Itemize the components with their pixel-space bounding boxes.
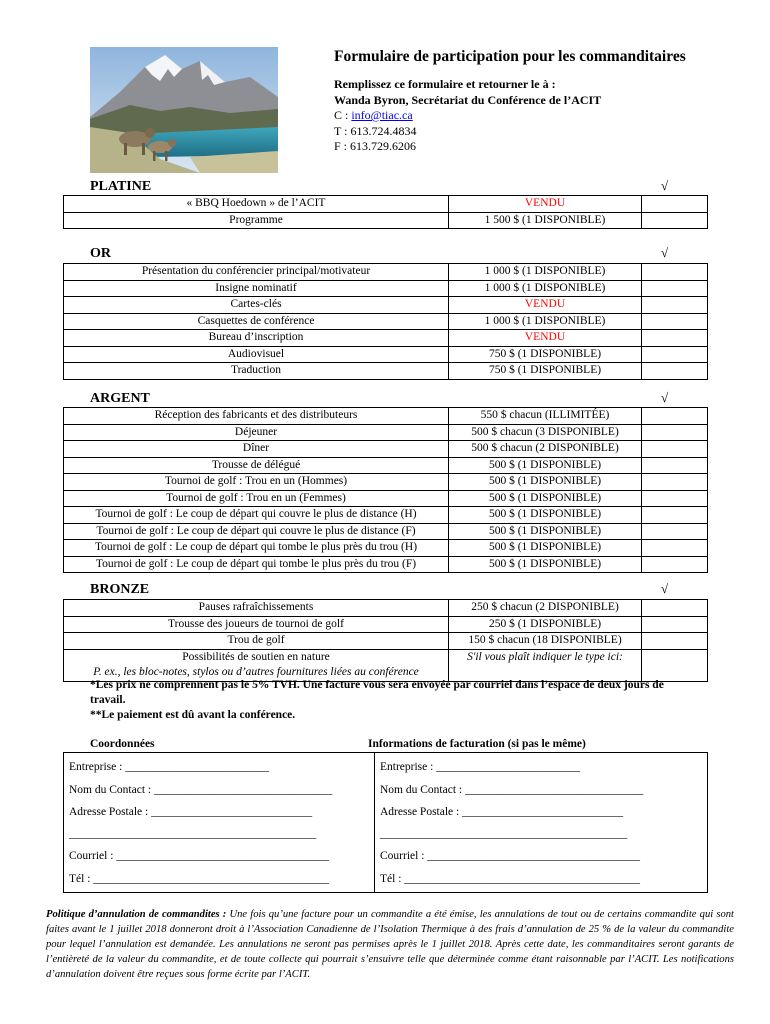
selection-cell[interactable] [642,490,708,507]
item-cell: Tournoi de golf : Trou en un (Femmes) [64,490,449,507]
item-cell: Trou de golf [64,633,449,650]
check-mark-or: √ [661,245,669,260]
coordinates-heading: Coordonnées [90,738,155,750]
table-row [64,441,708,458]
selection-cell[interactable] [642,424,708,441]
item-cell: Pauses rafraîchissements [64,600,449,617]
fax: F : 613.729.6206 [334,139,417,153]
item-cell: Traduction [64,363,449,380]
contact-box [63,752,708,893]
policy-text: Une fois qu’une facture pour un commandite a été émise, les annulations de tout ou de certains commandite qui sont faites avant le 1 juillet 2018 donneront droit à l’Association Canadienne de l’Isolation Thermique à des frais d’annulation de 25 % de la valeur du commandite pour lequel l’annulation est demandée. Les annulations ne seront pas permises après le 1 juillet 2018. Après cette date, les commanditaires seront garants de l’entièreté de la valeur du commandite, et de toute collecte qui pourrait s’ensuivre telle que déterminée comme étant raisonnable par l’ACIT. Les notifications d’annulation doivent être reçues sous forme écrite par l’ACIT. [46,909,734,980]
selection-cell[interactable] [642,408,708,425]
price-cell: 1 000 $ (1 DISPONIBLE) [449,264,642,281]
price-cell: 750 $ (1 DISPONIBLE) [449,346,642,363]
item-cell: Déjeuner [64,424,449,441]
item-cell: Tournoi de golf : Le coup de départ qui couvre le plus de distance (H) [64,507,449,524]
price-cell: 1 000 $ (1 DISPONIBLE) [449,313,642,330]
check-mark-platine: √ [661,178,669,193]
item-cell: Tournoi de golf : Trou en un (Hommes) [64,474,449,491]
item-cell: Casquettes de conférence [64,313,449,330]
table-row [64,523,708,540]
price-cell: 1 000 $ (1 DISPONIBLE) [449,280,642,297]
item-cell: Dîner [64,441,449,458]
selection-cell[interactable] [642,457,708,474]
selection-cell[interactable] [642,441,708,458]
table-row [64,600,708,617]
section-title-bronze: BRONZE [90,582,150,597]
sold-badge: VENDU [449,297,642,314]
price-cell: 500 $ (1 DISPONIBLE) [449,507,642,524]
item-cell: Programme [64,212,449,229]
email-prefix: C : [334,108,352,122]
policy-label: Politique d’annulation de commandites : [46,909,227,920]
item-cell: Cartes-clés [64,297,449,314]
table-row [64,212,708,229]
price-cell: 1 500 $ (1 DISPONIBLE) [449,212,642,229]
selection-cell[interactable] [642,474,708,491]
price-cell: 500 $ (1 DISPONIBLE) [449,474,642,491]
price-cell: 250 $ chacun (2 DISPONIBLE) [449,600,642,617]
selection-cell[interactable] [642,212,708,229]
price-cell: 500 $ (1 DISPONIBLE) [449,540,642,557]
selection-cell[interactable] [642,346,708,363]
in-kind-item: Possibilités de soutien en nature [182,650,330,663]
in-kind-type-field[interactable]: S'il vous plaît indiquer le type ici: [449,649,642,681]
price-cell: 750 $ (1 DISPONIBLE) [449,363,642,380]
form-header [334,47,754,155]
check-mark-argent: √ [661,390,669,405]
table-row [64,363,708,380]
item-cell: Trousse de délégué [64,457,449,474]
mountain-sheep-photo-icon [90,47,278,173]
selection-cell[interactable] [642,330,708,347]
in-kind-example: P. ex., les bloc-notes, stylos ou d’autres fournitures liées au conférence [93,666,419,678]
selection-cell[interactable] [642,507,708,524]
selection-cell[interactable] [642,616,708,633]
check-mark-bronze: √ [661,581,669,596]
price-cell: 500 $ (1 DISPONIBLE) [449,556,642,573]
selection-cell[interactable] [642,264,708,281]
table-row [64,490,708,507]
item-cell: Réception des fabricants et des distributeurs [64,408,449,425]
column-divider [374,753,375,892]
price-cell: 500 $ (1 DISPONIBLE) [449,490,642,507]
contact-name-field[interactable]: Nom du Contact : _______________________________ [69,784,333,796]
table-or [63,263,708,380]
table-row [64,649,708,681]
recipient: Wanda Byron, Secrétariat du Conférence de l’ACIT [334,92,602,107]
item-cell: Tournoi de golf : Le coup de départ qui tombe le plus près du trou (H) [64,540,449,557]
selection-cell[interactable] [642,196,708,213]
form-title: Formulaire de participation pour les commanditaires [334,48,686,65]
item-cell: Audiovisuel [64,346,449,363]
price-cell: 150 $ chacun (18 DISPONIBLE) [449,633,642,650]
instructions: Remplissez ce formulaire et retourner le à : [334,77,556,91]
billing-company-field[interactable]: Entreprise : _________________________ [380,761,580,773]
table-row [64,297,708,314]
table-row [64,346,708,363]
item-cell: « BBQ Hoedown » de l’ACIT [64,196,449,213]
table-row [64,474,708,491]
section-title-platine: PLATINE [90,179,152,194]
selection-cell[interactable] [642,297,708,314]
price-cell: 550 $ chacun (ILLIMITÉE) [449,408,642,425]
email-field[interactable]: Courriel : _____________________________________ [69,850,330,862]
table-row [64,616,708,633]
item-cell [64,649,449,681]
email-link[interactable]: info@tiac.ca [351,108,413,122]
phone-field[interactable]: Tél : _________________________________________ [69,873,330,885]
selection-cell[interactable] [642,600,708,617]
billing-phone-field[interactable]: Tél : _________________________________________ [380,873,641,885]
phone: T : 613.724.4834 [334,123,417,138]
selection-cell[interactable] [642,363,708,380]
price-cell: 500 $ (1 DISPONIBLE) [449,523,642,540]
table-platine [63,195,708,229]
price-cell: 500 $ chacun (3 DISPONIBLE) [449,424,642,441]
price-cell: 250 $ (1 DISPONIBLE) [449,616,642,633]
price-cell: 500 $ (1 DISPONIBLE) [449,457,642,474]
table-row [64,540,708,557]
item-cell: Tournoi de golf : Le coup de départ qui tombe le plus près du trou (F) [64,556,449,573]
table-row [64,507,708,524]
selection-cell[interactable] [642,523,708,540]
billing-email-field[interactable]: Courriel : _____________________________________ [380,850,641,862]
table-argent [63,407,708,573]
selection-cell[interactable] [642,540,708,557]
sold-badge: VENDU [449,330,642,347]
tax-note: *Les prix ne comprennent pas le 5% TVH. Une facture vous sera envoyée par courriel dans l’espace de deux jours de travail. [90,679,664,706]
table-row [64,556,708,573]
payment-note: **Le paiement est dû avant la conférence. [90,709,296,721]
selection-cell[interactable] [642,633,708,650]
section-title-or: OR [90,246,111,261]
header-photo [90,47,278,173]
section-title-argent: ARGENT [90,391,150,406]
postal-address-line2-field[interactable]: ___________________________________________ [69,828,317,840]
table-row [64,633,708,650]
selection-cell[interactable] [642,280,708,297]
billing-contact-name-field[interactable]: Nom du Contact : _______________________________ [380,784,644,796]
postal-address-field[interactable]: Adresse Postale : ____________________________ [69,806,313,818]
table-bronze [63,599,708,682]
table-row [64,280,708,297]
billing-postal-address-line2-field[interactable]: ___________________________________________ [380,828,628,840]
table-row [64,264,708,281]
table-row [64,313,708,330]
selection-cell[interactable] [642,649,708,681]
email-line [334,108,754,124]
table-row [64,457,708,474]
table-row [64,196,708,213]
billing-heading: Informations de facturation (si pas le même) [368,738,586,750]
table-row [64,424,708,441]
company-field[interactable]: Entreprise : _________________________ [69,761,269,773]
cancellation-policy [46,907,734,982]
billing-postal-address-field[interactable]: Adresse Postale : ____________________________ [380,806,624,818]
item-cell: Trousse des joueurs de tournoi de golf [64,616,449,633]
selection-cell[interactable] [642,556,708,573]
item-cell: Présentation du conférencier principal/motivateur [64,264,449,281]
item-cell: Bureau d’inscription [64,330,449,347]
price-cell: 500 $ chacun (2 DISPONIBLE) [449,441,642,458]
table-row [64,408,708,425]
sold-badge: VENDU [449,196,642,213]
selection-cell[interactable] [642,313,708,330]
item-cell: Insigne nominatif [64,280,449,297]
table-row [64,330,708,347]
item-cell: Tournoi de golf : Le coup de départ qui couvre le plus de distance (F) [64,523,449,540]
